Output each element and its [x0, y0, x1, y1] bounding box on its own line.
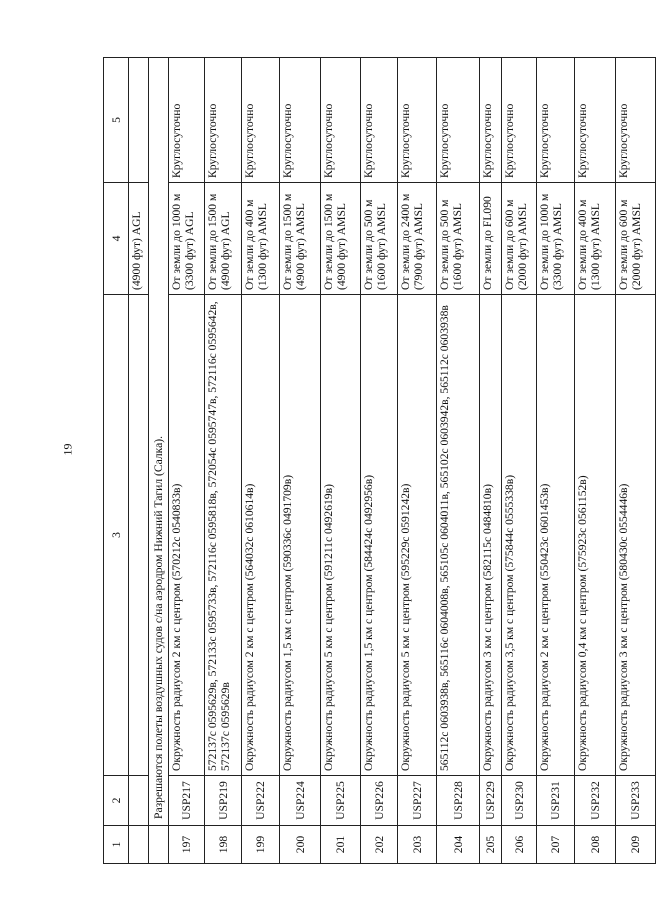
header-cell: 4 — [104, 183, 129, 295]
page-number: 19 — [60, 443, 75, 456]
altitude-range: От земли до 1500 м (4900 фут) AMSL — [321, 183, 361, 295]
operating-time: Круглосуточно — [398, 58, 437, 183]
table-row — [437, 58, 480, 864]
operating-time: Круглосуточно — [575, 58, 616, 183]
operating-time: Круглосуточно — [480, 58, 502, 183]
altitude-range: От земли до 1500 м (4900 фут) AMSL — [280, 183, 321, 295]
continuation-row — [129, 58, 149, 864]
row-number: 204 — [437, 826, 480, 864]
zone-description: Окружность радиусом 3 км с центром (580430с 0554446в) — [616, 295, 656, 776]
row-number: 199 — [242, 826, 280, 864]
altitude-range: От земли до 400 м (1300 фут) AMSL — [242, 183, 280, 295]
zone-description: Окружность радиусом 2 км с центром (570212с 0540833в) — [169, 295, 205, 776]
operating-time: Круглосуточно — [502, 58, 537, 183]
zone-description: Окружность радиусом 5 км с центром (591211с 0492619в) — [321, 295, 361, 776]
zone-code: USP222 — [242, 776, 280, 826]
row-number: 202 — [361, 826, 398, 864]
row-number: 200 — [280, 826, 321, 864]
header-cell: 1 — [104, 826, 129, 864]
table-row — [537, 58, 575, 864]
zone-code: USP228 — [437, 776, 480, 826]
zone-code: USP217 — [169, 776, 205, 826]
table-row — [480, 58, 502, 864]
zone-code: USP227 — [398, 776, 437, 826]
table-row — [205, 58, 242, 864]
altitude-range: От земли до 600 м (2000 фут) AMSL — [502, 183, 537, 295]
header-cell: 5 — [104, 58, 129, 183]
zone-code: USP219 — [205, 776, 242, 826]
zone-description: Окружность радиусом 1,5 км с центром (590336с 0491709в) — [280, 295, 321, 776]
row-number: 206 — [502, 826, 537, 864]
row-number: 201 — [321, 826, 361, 864]
row-number: 207 — [537, 826, 575, 864]
table-row — [398, 58, 437, 864]
zone-code: USP226 — [361, 776, 398, 826]
section-band-row — [149, 58, 169, 864]
header-cell: 3 — [104, 295, 129, 776]
row-number: 209 — [616, 826, 656, 864]
zone-description: Окружность радиусом 2 км с центром (550423с 0601453в) — [537, 295, 575, 776]
altitude-range: От земли до 1500 м (4900 фут) AGL — [205, 183, 242, 295]
row-number: 205 — [480, 826, 502, 864]
altitude-range: От земли до 600 м (2000 фут) AMSL — [616, 183, 656, 295]
zone-description: Окружность радиусом 5 км с центром (595229с 0591242в) — [398, 295, 437, 776]
zone-description: Окружность радиусом 3 км с центром (582115с 0484810в) — [480, 295, 502, 776]
zone-code: USP233 — [616, 776, 656, 826]
zone-description: Окружность радиусом 2 км с центром (564032с 0610614в) — [242, 295, 280, 776]
table-row — [575, 58, 616, 864]
zone-code: USP232 — [575, 776, 616, 826]
row-number: 208 — [575, 826, 616, 864]
zone-description: 572137с 0595629в, 572133с 0595733в, 572116с 0595818в, 572054с 0595747в, 572116с 0595642в, 572137с 0595629в — [205, 295, 242, 776]
operating-time: Круглосуточно — [169, 58, 205, 183]
operating-time: Круглосуточно — [205, 58, 242, 183]
zone-code: USP230 — [502, 776, 537, 826]
zone-description: Окружность радиусом 0,4 км с центром (575923с 0561152в) — [575, 295, 616, 776]
zone-code: USP225 — [321, 776, 361, 826]
operating-time: Круглосуточно — [437, 58, 480, 183]
altitude-range: От земли до 2400 м (7900 фут) AMSL — [398, 183, 437, 295]
section-band-label: Разрешаются полеты воздушных судов с/на аэродром Нижний Тагил (Салка). — [149, 58, 169, 826]
operating-time: Круглосуточно — [280, 58, 321, 183]
airspace-table — [103, 57, 656, 864]
row-number: 198 — [205, 826, 242, 864]
row-number: 197 — [169, 826, 205, 864]
altitude-range: От земли до FL090 — [480, 183, 502, 295]
table-row — [280, 58, 321, 864]
table-row — [361, 58, 398, 864]
altitude-range: От земли до 400 м (1300 фут) AMSL — [575, 183, 616, 295]
table-row — [616, 58, 656, 864]
altitude-range: От земли до 1000 м (3300 фут) AMSL — [537, 183, 575, 295]
zone-code: USP231 — [537, 776, 575, 826]
zone-code: USP224 — [280, 776, 321, 826]
table-row — [321, 58, 361, 864]
operating-time: Круглосуточно — [537, 58, 575, 183]
altitude-range: От земли до 500 м (1600 фут) AMSL — [437, 183, 480, 295]
rotated-table-container — [103, 58, 643, 864]
zone-description: 565112с 0603938в, 565116с 0604008в, 565105с 0604011в, 565102с 0603942в, 565112с 0603938в — [437, 295, 480, 776]
header-row — [104, 58, 129, 864]
altitude-range: От земли до 1000 м (3300 фут) AGL — [169, 183, 205, 295]
header-cell: 2 — [104, 776, 129, 826]
operating-time: Круглосуточно — [616, 58, 656, 183]
operating-time: Круглосуточно — [361, 58, 398, 183]
altitude-range: От земли до 500 м (1600 фут) AMSL — [361, 183, 398, 295]
operating-time: Круглосуточно — [242, 58, 280, 183]
zone-description: Окружность радиусом 3,5 км с центром (575844с 0555338в) — [502, 295, 537, 776]
zone-description: Окружность радиусом 1,5 км с центром (584424с 0492956в) — [361, 295, 398, 776]
zone-code: USP229 — [480, 776, 502, 826]
table-row — [502, 58, 537, 864]
row-number: 203 — [398, 826, 437, 864]
table-row — [242, 58, 280, 864]
table-row — [169, 58, 205, 864]
altitude-cell: (4900 фут) AGL — [129, 183, 149, 295]
operating-time: Круглосуточно — [321, 58, 361, 183]
